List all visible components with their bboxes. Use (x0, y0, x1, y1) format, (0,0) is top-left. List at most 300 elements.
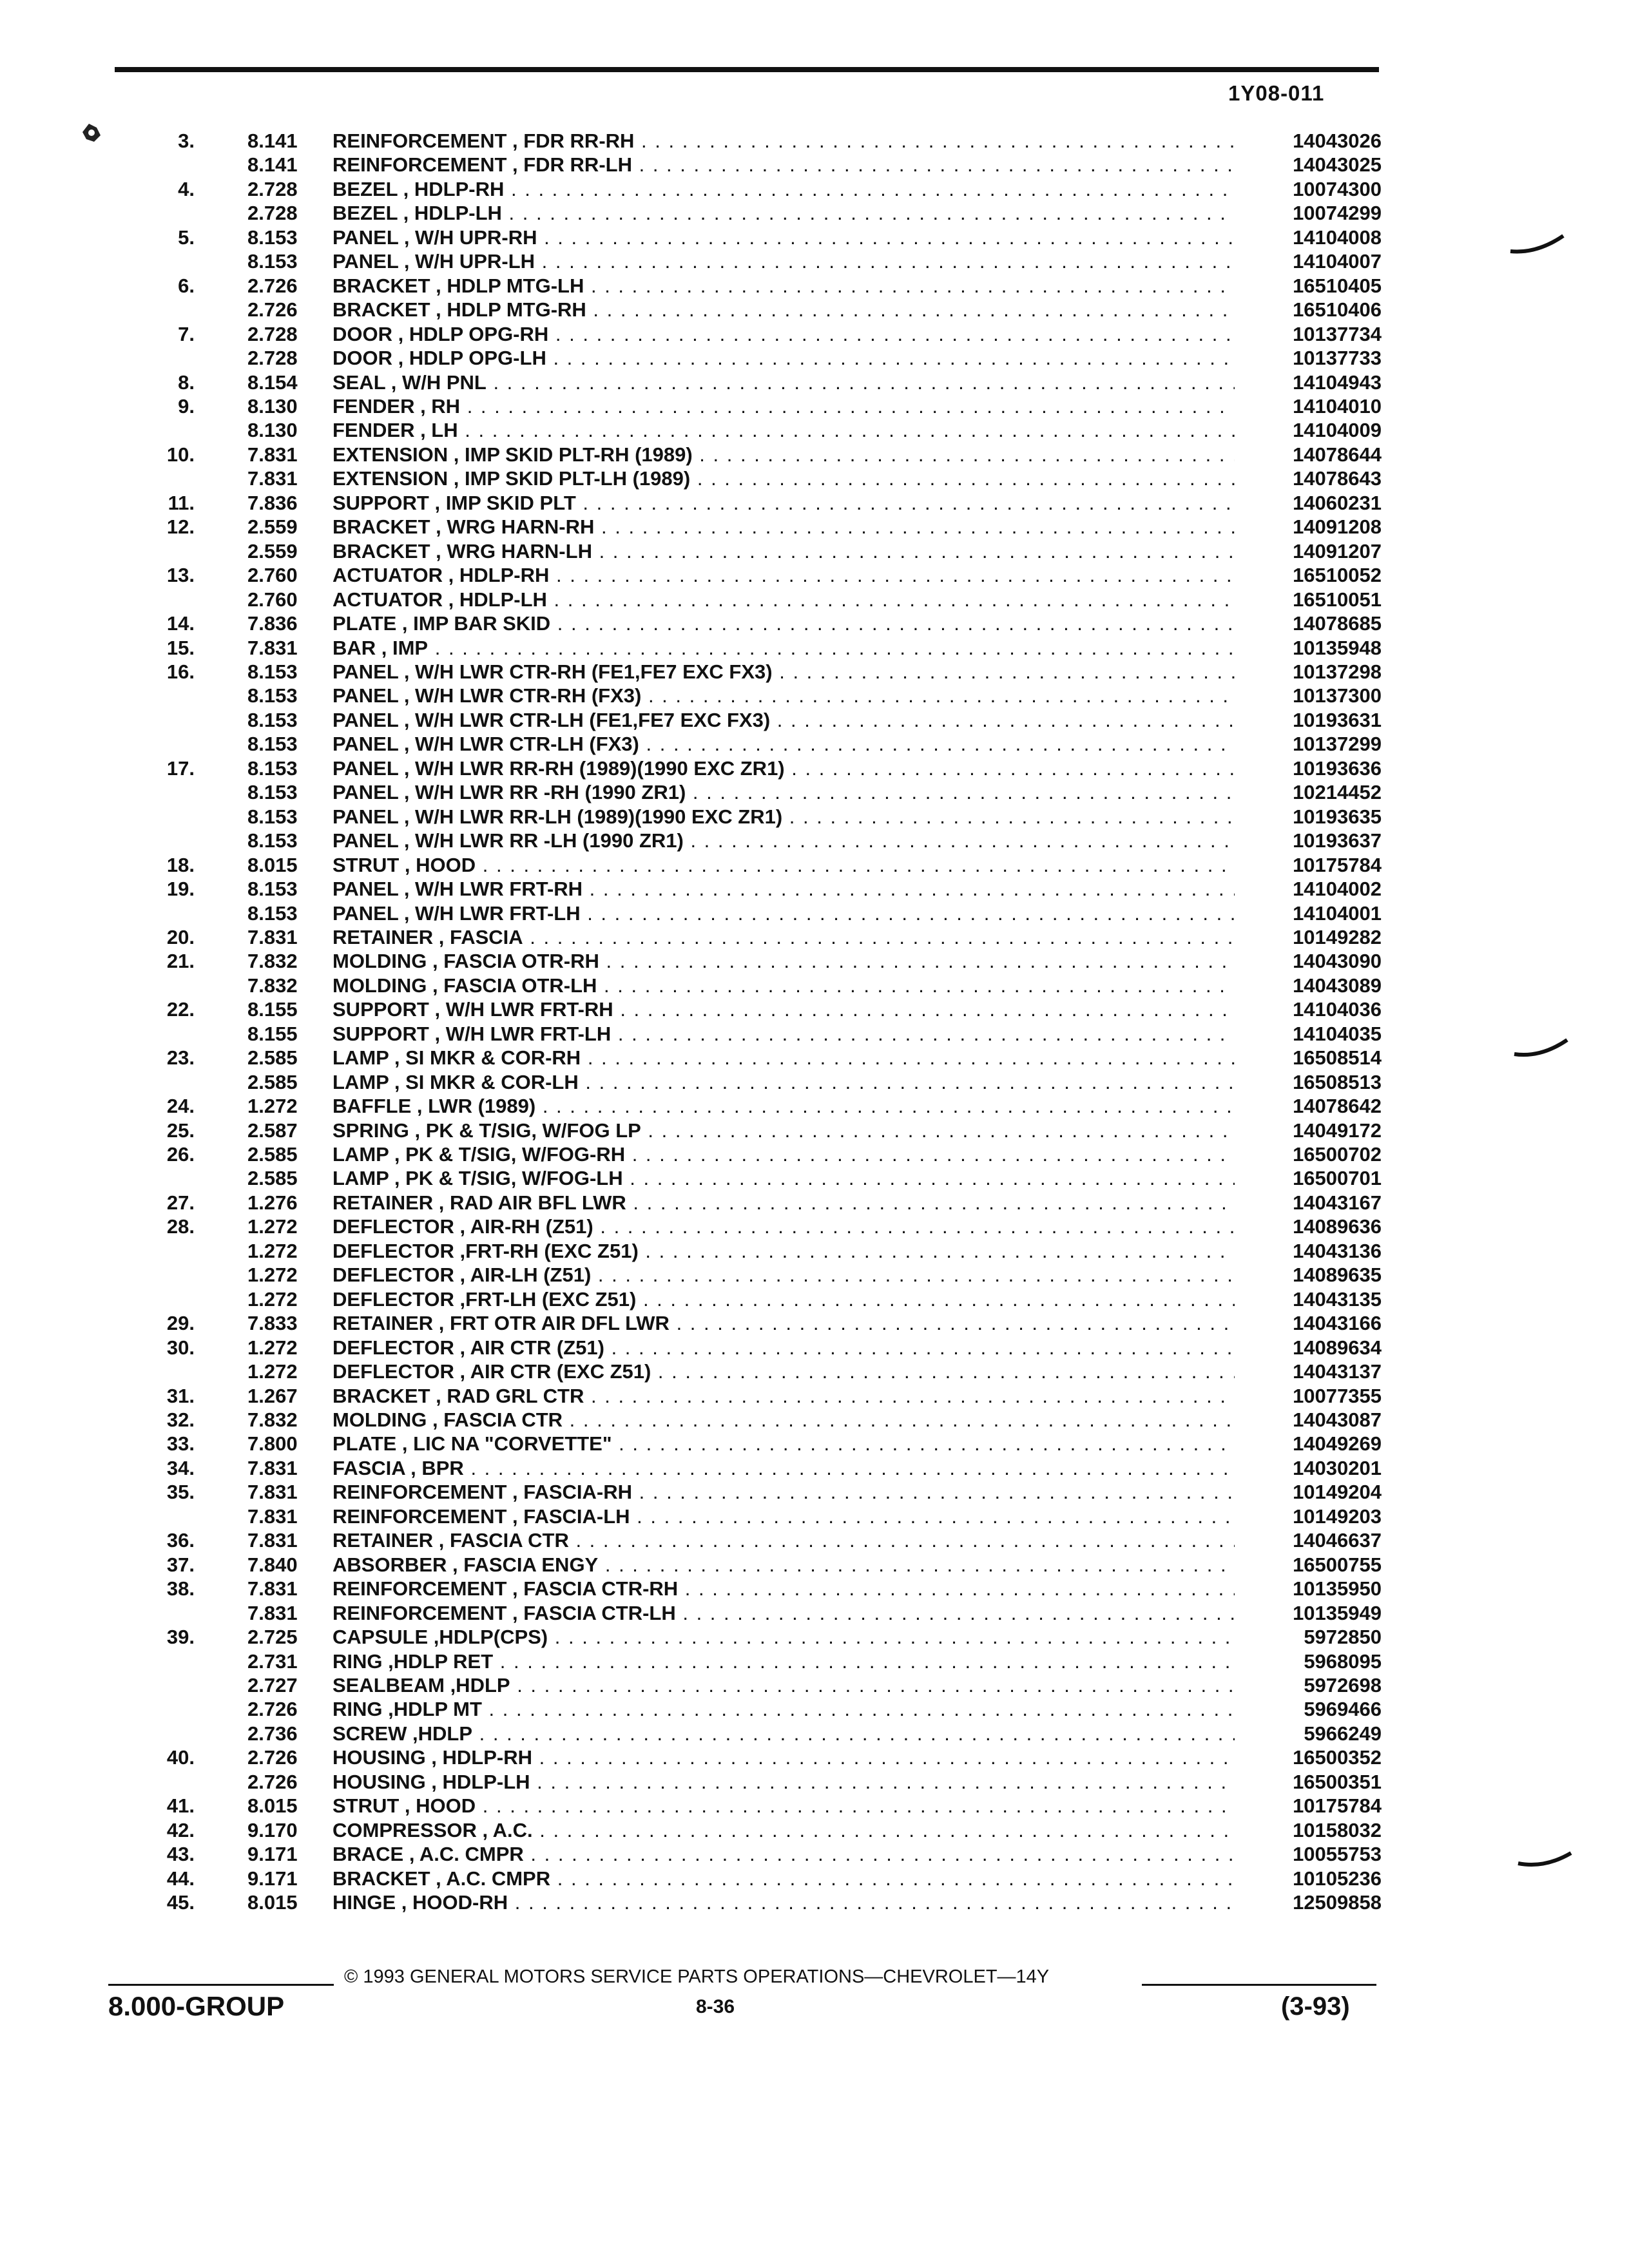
parts-row (0, 853, 1629, 877)
part-description: LAMP , PK & T/SIG, W/FOG-RH . . . (333, 1142, 1235, 1166)
part-description: PANEL , W/H LWR CTR-LH (FE1,FE7 EXC FX3) . . . (333, 708, 1235, 732)
part-number: 10175784 (1240, 1794, 1382, 1818)
group-number: 7.831 (247, 1601, 298, 1624)
part-number: 14091208 (1240, 515, 1382, 539)
part-number: 16510405 (1240, 274, 1382, 298)
group-number: 1.272 (247, 1336, 298, 1359)
part-number: 10135949 (1240, 1601, 1382, 1625)
group-number: 2.728 (247, 347, 298, 370)
parts-row (0, 1697, 1629, 1721)
parts-row (0, 129, 1629, 153)
group-number: 2.587 (247, 1119, 298, 1142)
group-number: 2.559 (247, 539, 298, 562)
ref-number: 15. (166, 636, 195, 659)
part-description: PANEL , W/H UPR-LH . . . (333, 249, 1235, 273)
part-description: MOLDING , FASCIA OTR-LH . . . (333, 974, 1235, 997)
parts-row (0, 1384, 1629, 1408)
part-description: DEFLECTOR , AIR-RH (Z51) . . . (333, 1215, 1235, 1238)
ref-number: 25. (166, 1119, 195, 1142)
part-description: HOUSING , HDLP-RH . . . (333, 1745, 1235, 1769)
group-number: 8.141 (247, 153, 298, 177)
part-description: SUPPORT , W/H LWR FRT-RH . . . (333, 997, 1235, 1021)
part-number: 14104009 (1240, 418, 1382, 442)
ref-number: 20. (166, 925, 195, 948)
part-number: 10149203 (1240, 1504, 1382, 1528)
part-description: DEFLECTOR , AIR CTR (EXC Z51) . . . (333, 1360, 1235, 1383)
ref-number: 5. (178, 226, 195, 249)
part-description: PANEL , W/H LWR RR -LH (1990 ZR1) . . . (333, 829, 1235, 852)
group-number: 2.585 (247, 1167, 298, 1190)
parts-row (0, 1553, 1629, 1577)
part-number: 14043025 (1240, 153, 1382, 177)
group-number: 1.272 (247, 1360, 298, 1383)
parts-row (0, 877, 1629, 901)
parts-row (0, 394, 1629, 418)
ref-number: 38. (166, 1577, 195, 1600)
part-number: 14043167 (1240, 1191, 1382, 1215)
parts-row (0, 466, 1629, 490)
group-number: 2.728 (247, 177, 298, 200)
part-description: FENDER , LH . . . (333, 418, 1235, 442)
part-number: 14104007 (1240, 249, 1382, 273)
revision-date: (3-93) (1281, 1992, 1350, 2021)
part-description: BRACKET , HDLP MTG-LH . . . (333, 274, 1235, 298)
part-description: PANEL , W/H LWR RR -RH (1990 ZR1) . . . (333, 780, 1235, 804)
part-description: ABSORBER , FASCIA ENGY . . . (333, 1553, 1235, 1577)
group-number: 8.155 (247, 998, 298, 1021)
part-number: 14078685 (1240, 611, 1382, 635)
group-number: 7.840 (247, 1553, 298, 1576)
parts-row (0, 1046, 1629, 1070)
ref-number: 21. (166, 950, 195, 973)
part-description: CAPSULE ,HDLP(CPS) . . . (333, 1625, 1235, 1649)
part-number: 5966249 (1240, 1722, 1382, 1745)
parts-row (0, 1842, 1629, 1866)
parts-row (0, 974, 1629, 997)
part-description: EXTENSION , IMP SKID PLT-RH (1989) . . . (333, 443, 1235, 466)
part-description: DEFLECTOR ,FRT-RH (EXC Z51) . . . (333, 1239, 1235, 1263)
group-number: 2.585 (247, 1046, 298, 1070)
part-description: RETAINER , FRT OTR AIR DFL LWR . . . (333, 1311, 1235, 1335)
parts-row (0, 177, 1629, 201)
part-description: MOLDING , FASCIA OTR-RH . . . (333, 949, 1235, 973)
part-number: 14030201 (1240, 1456, 1382, 1480)
part-description: PANEL , W/H LWR CTR-RH (FE1,FE7 EXC FX3) . . . (333, 660, 1235, 684)
group-number: 2.728 (247, 322, 298, 345)
parts-row (0, 1867, 1629, 1890)
top-rule (115, 67, 1379, 72)
part-number: 14043137 (1240, 1360, 1382, 1383)
part-number: 14104010 (1240, 394, 1382, 418)
ref-number: 33. (166, 1432, 195, 1456)
group-number: 8.153 (247, 756, 298, 780)
part-description: PANEL , W/H LWR FRT-RH . . . (333, 877, 1235, 901)
parts-row (0, 1673, 1629, 1697)
ref-number: 34. (166, 1456, 195, 1479)
parts-row (0, 1166, 1629, 1190)
part-number: 14104002 (1240, 877, 1382, 901)
copyright-notice: © 1993 GENERAL MOTORS SERVICE PARTS OPERATIONS—CHEVROLET—14Y (344, 1966, 1050, 1987)
ref-number: 13. (166, 564, 195, 587)
ref-number: 3. (178, 130, 195, 152)
ref-number: 23. (166, 1046, 195, 1070)
parts-row (0, 1408, 1629, 1432)
parts-row (0, 1070, 1629, 1094)
group-number: 7.836 (247, 491, 298, 514)
parts-row (0, 418, 1629, 442)
part-number: 14049172 (1240, 1119, 1382, 1142)
part-description: DEFLECTOR , AIR CTR (Z51) . . . (333, 1336, 1235, 1360)
part-number: 10149282 (1240, 925, 1382, 949)
ref-number: 35. (166, 1481, 195, 1504)
parts-row (0, 1215, 1629, 1238)
parts-row (0, 925, 1629, 949)
ref-number: 41. (166, 1794, 195, 1818)
parts-row (0, 732, 1629, 756)
parts-row (0, 1745, 1629, 1769)
group-label: 8.000-GROUP (108, 1991, 285, 2021)
parts-row (0, 636, 1629, 660)
part-number: 14043087 (1240, 1408, 1382, 1432)
part-description: DEFLECTOR , AIR-LH (Z51) . . . (333, 1263, 1235, 1287)
group-number: 1.272 (247, 1287, 298, 1311)
parts-row (0, 1142, 1629, 1166)
group-number: 2.585 (247, 1070, 298, 1093)
parts-row (0, 1022, 1629, 1046)
parts-row (0, 539, 1629, 563)
ref-number: 9. (178, 394, 195, 418)
part-description: PANEL , W/H LWR RR-LH (1989)(1990 EXC ZR1) . . . (333, 805, 1235, 829)
part-number: 10135948 (1240, 636, 1382, 660)
footer-rule-right (1142, 1984, 1376, 1986)
part-number: 12509858 (1240, 1890, 1382, 1914)
part-number: 10193635 (1240, 805, 1382, 829)
ref-number: 18. (166, 853, 195, 876)
part-number: 14060231 (1240, 491, 1382, 515)
parts-row (0, 1794, 1629, 1818)
ref-number: 39. (166, 1626, 195, 1649)
page-id: 1Y08-011 (1228, 81, 1325, 105)
parts-row (0, 1094, 1629, 1118)
part-number: 10137300 (1240, 684, 1382, 707)
ref-number: 19. (166, 878, 195, 901)
part-description: REINFORCEMENT , FASCIA CTR-LH . . . (333, 1601, 1235, 1625)
part-number: 16500701 (1240, 1166, 1382, 1190)
parts-row (0, 201, 1629, 225)
group-number: 7.832 (247, 950, 298, 973)
part-description: BRACKET , A.C. CMPR . . . (333, 1867, 1235, 1890)
group-number: 2.585 (247, 1143, 298, 1166)
part-description: COMPRESSOR , A.C. . . . (333, 1818, 1235, 1842)
group-number: 8.130 (247, 419, 298, 442)
part-description: BAFFLE , LWR (1989) . . . (333, 1094, 1235, 1118)
part-description: BRACKET , WRG HARN-RH . . . (333, 515, 1235, 539)
parts-row (0, 756, 1629, 780)
ref-number: 28. (166, 1215, 195, 1238)
ref-number: 6. (178, 274, 195, 297)
part-description: ACTUATOR , HDLP-LH . . . (333, 588, 1235, 611)
part-number: 14104035 (1240, 1022, 1382, 1046)
part-number: 16500755 (1240, 1553, 1382, 1577)
group-number: 7.831 (247, 467, 298, 490)
group-number: 7.833 (247, 1312, 298, 1335)
group-number: 8.153 (247, 660, 298, 683)
ref-number: 17. (166, 756, 195, 780)
ref-number: 11. (168, 491, 195, 514)
parts-row (0, 1601, 1629, 1625)
ref-number: 44. (166, 1867, 195, 1890)
parts-row (0, 611, 1629, 635)
group-number: 7.831 (247, 1504, 298, 1528)
parts-row (0, 1528, 1629, 1552)
part-number: 16510052 (1240, 563, 1382, 587)
group-number: 1.272 (247, 1095, 298, 1118)
part-description: REINFORCEMENT , FASCIA-RH . . . (333, 1480, 1235, 1504)
part-number: 10135950 (1240, 1577, 1382, 1600)
parts-row (0, 443, 1629, 466)
group-number: 8.153 (247, 878, 298, 901)
ref-number: 10. (166, 443, 195, 466)
part-number: 14043135 (1240, 1287, 1382, 1311)
group-number: 7.831 (247, 443, 298, 466)
part-number: 14104001 (1240, 901, 1382, 925)
part-description: SEAL , W/H PNL . . . (333, 370, 1235, 394)
parts-row (0, 1239, 1629, 1263)
group-number: 8.153 (247, 684, 298, 707)
part-description: BEZEL , HDLP-LH . . . (333, 201, 1235, 225)
part-number: 10105236 (1240, 1867, 1382, 1890)
parts-row (0, 780, 1629, 804)
parts-row (0, 684, 1629, 707)
parts-row (0, 1504, 1629, 1528)
part-number: 14046637 (1240, 1528, 1382, 1552)
part-number: 10193637 (1240, 829, 1382, 852)
part-number: 10137734 (1240, 322, 1382, 346)
group-number: 8.153 (247, 708, 298, 731)
part-number: 10137299 (1240, 732, 1382, 756)
parts-row (0, 1625, 1629, 1649)
parts-row (0, 901, 1629, 925)
part-description: RING ,HDLP MT . . . (333, 1697, 1235, 1721)
group-number: 8.015 (247, 853, 298, 876)
part-description: REINFORCEMENT , FASCIA-LH . . . (333, 1504, 1235, 1528)
group-number: 7.831 (247, 1577, 298, 1600)
part-description: DOOR , HDLP OPG-LH . . . (333, 346, 1235, 370)
part-number: 10158032 (1240, 1818, 1382, 1842)
parts-row (0, 346, 1629, 370)
part-number: 14078642 (1240, 1094, 1382, 1118)
part-number: 14078643 (1240, 466, 1382, 490)
ref-number: 40. (166, 1746, 195, 1769)
part-description: RING ,HDLP RET . . . (333, 1649, 1235, 1673)
group-number: 2.760 (247, 564, 298, 587)
part-description: HINGE , HOOD-RH . . . (333, 1890, 1235, 1914)
footer-rule-left (108, 1984, 334, 1986)
parts-row (0, 298, 1629, 322)
parts-row (0, 563, 1629, 587)
group-number: 8.153 (247, 781, 298, 804)
part-number: 10193636 (1240, 756, 1382, 780)
parts-row (0, 1890, 1629, 1914)
part-number: 14089634 (1240, 1336, 1382, 1360)
part-description: STRUT , HOOD . . . (333, 1794, 1235, 1818)
part-number: 14091207 (1240, 539, 1382, 563)
part-description: SUPPORT , IMP SKID PLT . . . (333, 491, 1235, 515)
part-number: 14043089 (1240, 974, 1382, 997)
ref-number: 29. (166, 1312, 195, 1335)
part-description: PLATE , IMP BAR SKID . . . (333, 611, 1235, 635)
part-description: BRACE , A.C. CMPR . . . (333, 1842, 1235, 1866)
part-number: 14043090 (1240, 949, 1382, 973)
ref-number: 36. (166, 1529, 195, 1552)
ref-number: 12. (166, 515, 195, 539)
group-number: 1.276 (247, 1191, 298, 1214)
group-number: 9.170 (247, 1818, 298, 1841)
page-number: 8-36 (696, 1996, 735, 2017)
part-number: 5972850 (1240, 1625, 1382, 1649)
parts-row (0, 274, 1629, 298)
parts-row (0, 708, 1629, 732)
part-description: PANEL , W/H LWR CTR-RH (FX3) . . . (333, 684, 1235, 707)
group-number: 8.015 (247, 1891, 298, 1914)
part-description: SPRING , PK & T/SIG, W/FOG LP . . . (333, 1119, 1235, 1142)
part-description: FENDER , RH . . . (333, 394, 1235, 418)
part-description: RETAINER , FASCIA CTR . . . (333, 1528, 1235, 1552)
ref-number: 14. (166, 612, 195, 635)
parts-row (0, 997, 1629, 1021)
parts-row (0, 660, 1629, 684)
group-number: 2.736 (247, 1722, 298, 1745)
group-number: 8.141 (247, 130, 298, 152)
part-description: REINFORCEMENT , FDR RR-RH . . . (333, 129, 1235, 153)
group-number: 2.726 (247, 1746, 298, 1769)
parts-row (0, 1287, 1629, 1311)
part-number: 14043026 (1240, 129, 1382, 153)
group-number: 8.155 (247, 1022, 298, 1045)
parts-row (0, 1722, 1629, 1745)
ref-number: 45. (166, 1891, 195, 1914)
parts-row (0, 226, 1629, 249)
ref-number: 4. (178, 177, 195, 200)
part-number: 14104943 (1240, 370, 1382, 394)
group-number: 2.731 (247, 1649, 298, 1673)
part-number: 10074300 (1240, 177, 1382, 201)
part-number: 10214452 (1240, 780, 1382, 804)
part-description: LAMP , PK & T/SIG, W/FOG-LH . . . (333, 1166, 1235, 1190)
ref-number: 16. (166, 660, 195, 683)
parts-row (0, 1336, 1629, 1360)
group-number: 1.272 (247, 1264, 298, 1287)
part-description: BEZEL , HDLP-RH . . . (333, 177, 1235, 201)
part-number: 14104036 (1240, 997, 1382, 1021)
ref-number: 26. (166, 1143, 195, 1166)
ref-number: 30. (166, 1336, 195, 1359)
part-number: 14104008 (1240, 226, 1382, 249)
parts-row (0, 491, 1629, 515)
parts-row (0, 1432, 1629, 1456)
part-number: 16510406 (1240, 298, 1382, 322)
parts-list (0, 129, 1629, 1915)
part-description: MOLDING , FASCIA CTR . . . (333, 1408, 1235, 1432)
part-description: PANEL , W/H LWR RR-RH (1989)(1990 EXC ZR1) . . . (333, 756, 1235, 780)
group-number: 8.015 (247, 1794, 298, 1818)
part-number: 10077355 (1240, 1384, 1382, 1408)
part-number: 16508513 (1240, 1070, 1382, 1094)
part-number: 14043166 (1240, 1311, 1382, 1335)
group-number: 2.726 (247, 298, 298, 322)
parts-row (0, 370, 1629, 394)
group-number: 1.272 (247, 1239, 298, 1262)
part-number: 10175784 (1240, 853, 1382, 877)
part-number: 16508514 (1240, 1046, 1382, 1070)
part-number: 16500702 (1240, 1142, 1382, 1166)
parts-row (0, 1770, 1629, 1794)
parts-row (0, 1577, 1629, 1600)
parts-row (0, 153, 1629, 177)
part-description: SCREW ,HDLP . . . (333, 1722, 1235, 1745)
group-number: 8.154 (247, 370, 298, 394)
part-number: 10137733 (1240, 346, 1382, 370)
group-number: 2.760 (247, 588, 298, 611)
part-description: REINFORCEMENT , FASCIA CTR-RH . . . (333, 1577, 1235, 1600)
part-number: 10193631 (1240, 708, 1382, 732)
group-number: 7.800 (247, 1432, 298, 1456)
part-description: DOOR , HDLP OPG-RH . . . (333, 322, 1235, 346)
part-description: PANEL , W/H UPR-RH . . . (333, 226, 1235, 249)
group-number: 8.153 (247, 226, 298, 249)
part-description: STRUT , HOOD . . . (333, 853, 1235, 877)
part-number: 10055753 (1240, 1842, 1382, 1866)
group-number: 8.153 (247, 250, 298, 273)
part-description: REINFORCEMENT , FDR RR-LH . . . (333, 153, 1235, 177)
parts-row (0, 1263, 1629, 1287)
group-number: 2.728 (247, 202, 298, 225)
part-number: 10137298 (1240, 660, 1382, 684)
part-description: HOUSING , HDLP-LH . . . (333, 1770, 1235, 1794)
part-number: 5972698 (1240, 1673, 1382, 1697)
group-number: 2.559 (247, 515, 298, 539)
group-number: 8.153 (247, 901, 298, 925)
parts-row (0, 805, 1629, 829)
group-number: 7.832 (247, 974, 298, 997)
parts-row (0, 949, 1629, 973)
part-number: 5969466 (1240, 1697, 1382, 1721)
part-description: PANEL , W/H LWR CTR-LH (FX3) . . . (333, 732, 1235, 756)
part-description: BAR , IMP . . . (333, 636, 1235, 660)
part-description: DEFLECTOR ,FRT-LH (EXC Z51) . . . (333, 1287, 1235, 1311)
group-number: 2.727 (247, 1674, 298, 1696)
part-description: SUPPORT , W/H LWR FRT-LH . . . (333, 1022, 1235, 1046)
part-description: BRACKET , WRG HARN-LH . . . (333, 539, 1235, 563)
group-number: 7.831 (247, 1529, 298, 1552)
group-number: 2.726 (247, 274, 298, 297)
ref-number: 43. (166, 1843, 195, 1866)
part-description: RETAINER , FASCIA . . . (333, 925, 1235, 949)
part-description: LAMP , SI MKR & COR-LH . . . (333, 1070, 1235, 1094)
part-description: BRACKET , RAD GRL CTR . . . (333, 1384, 1235, 1408)
group-number: 1.267 (247, 1384, 298, 1407)
parts-row (0, 1360, 1629, 1383)
part-number: 14089636 (1240, 1215, 1382, 1238)
parts-row (0, 588, 1629, 611)
part-description: SEALBEAM ,HDLP . . . (333, 1673, 1235, 1697)
part-description: ACTUATOR , HDLP-RH . . . (333, 563, 1235, 587)
ref-number: 7. (178, 322, 195, 345)
part-number: 14043136 (1240, 1239, 1382, 1263)
group-number: 9.171 (247, 1843, 298, 1866)
group-number: 2.726 (247, 1770, 298, 1793)
part-number: 10074299 (1240, 201, 1382, 225)
